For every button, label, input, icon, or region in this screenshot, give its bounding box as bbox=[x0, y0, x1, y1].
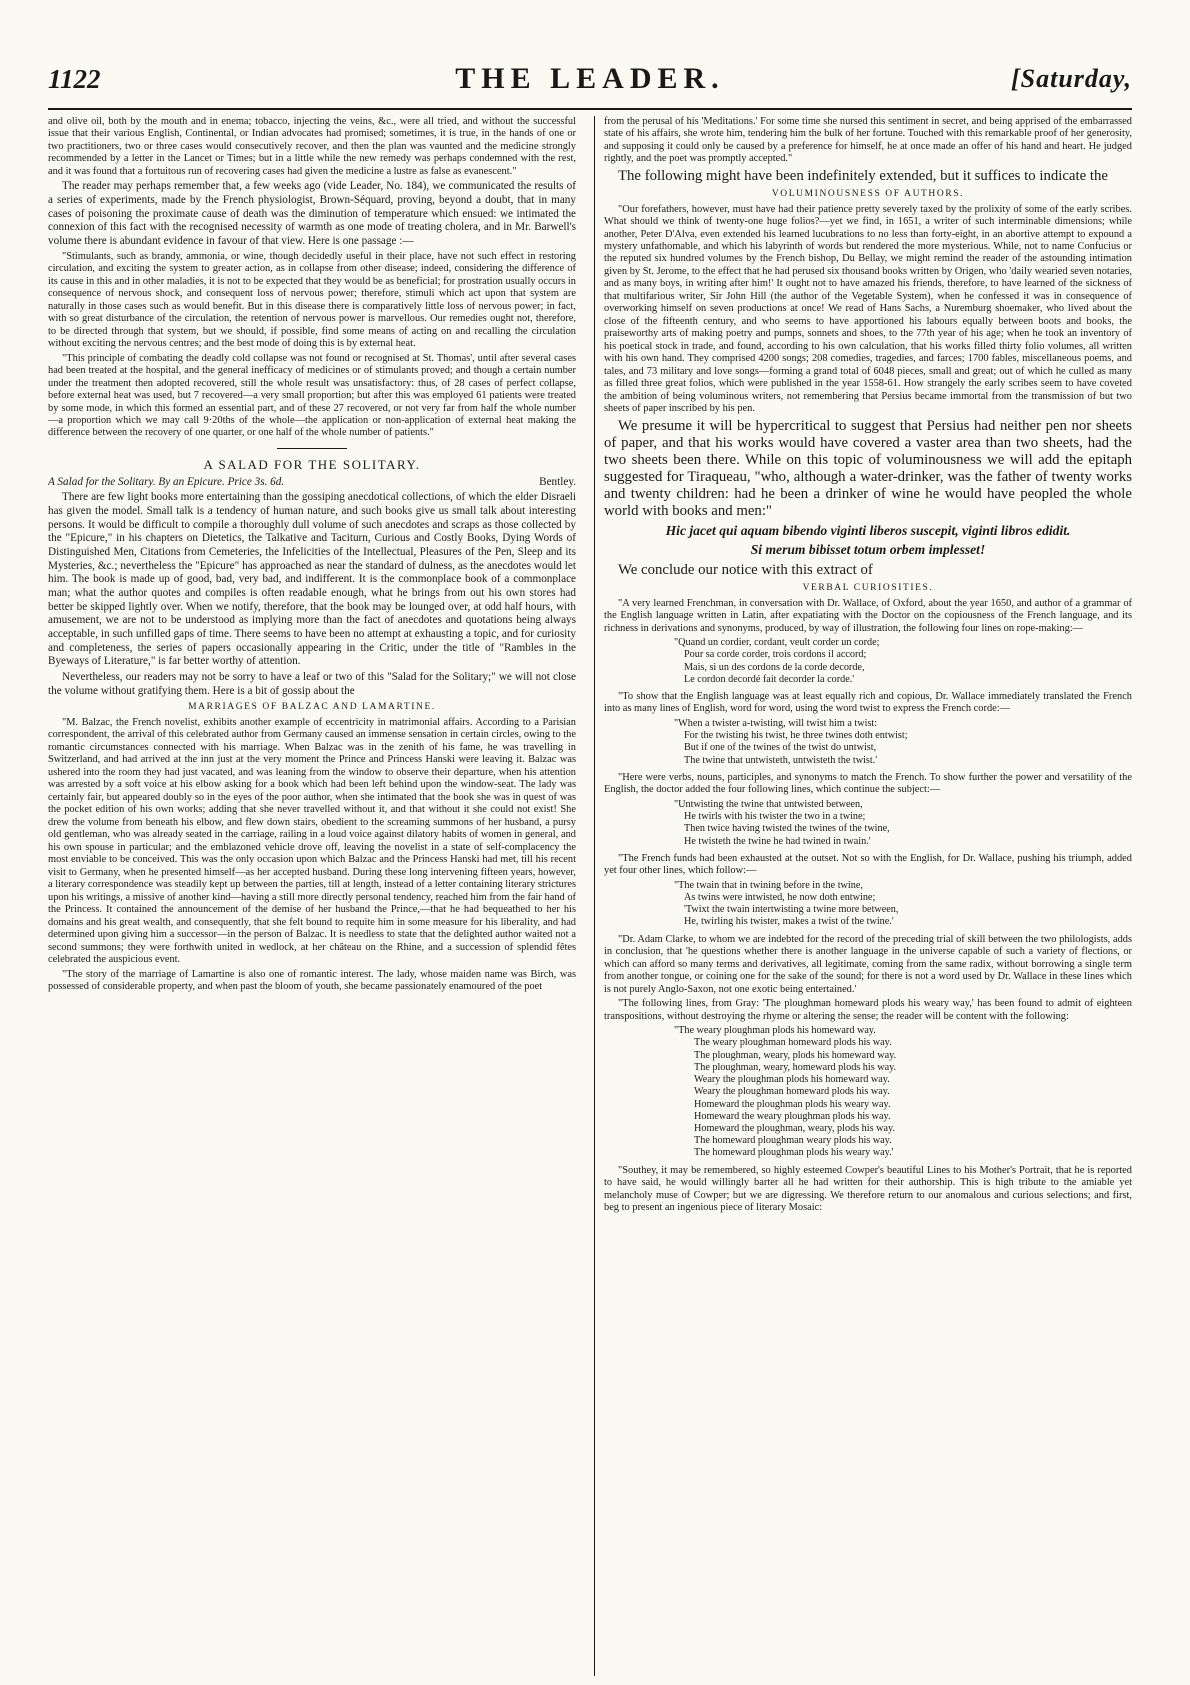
barwell-quote-1: "Stimulants, such as brandy, ammonia, or wine, though decidedly useful in their place, have not such effect in restoring circulation, and exciting the system to greater action, as in collapse from other disease; indeed, considering the difference of its cause in this and in other maladies, it is not to be expected that they would be as beneficial; for prostration usually occurs in consequence of nervous shock, and consequent loss of nervous power; therefore, stimuli which act upon that system are naturally in those cases such as would benefit. But in this disease there is comparatively little loss of nervous power; in fact, with so great disturbance of the circulation, the retention of nervous power is marvellous. Our remedies ought not, therefore, to be directed through that system, but we should, if possible, find some means of acting on and recalling the circulation without exciting the nervous centres; and the best mode of doing this is by external heat. bbox=[48, 250, 576, 350]
verse-line: The homeward ploughman weary plods his way. bbox=[694, 1135, 892, 1147]
verbal-paragraph-6: "The following lines, from Gray: 'The ploughman homeward plods his weary way,' has been found to admit of eighteen transpositions, without destroying the rhyme or altering the sense; the reader will be content with the following: bbox=[604, 998, 1132, 1022]
verse-line: For the twisting his twist, he three twines doth entwist; bbox=[684, 730, 908, 742]
persius-paragraph: We presume it will be hypercritical to suggest that Persius had neither pen nor sheets of paper, and that his works would have covered a vaster area than two sheets, had the two sheets been there. While on this topic of voluminousness we will add the epitaph suggested for Tiraqueau, "who, although a water-drinker, was the father of twenty works and twenty children: had he been a drinker of wine he would have peopled the whole world with books and men:" bbox=[604, 417, 1132, 519]
verse-line: "When a twister a-twisting, will twist him a twist: bbox=[674, 717, 878, 729]
verbal-paragraph-3: "Here were verbs, nouns, participles, and synonyms to match the French. To show further the power and versatility of the English, the doctor added the four following lines, which continue the subject:— bbox=[604, 771, 1132, 796]
verse-line: Weary the ploughman plods his homeward way. bbox=[694, 1074, 890, 1086]
verbal-paragraph-5: "Dr. Adam Clarke, to whom we are indebted for the record of the preceding trial of skill between the two philologists, adds in conclusion, that 'he questions whether there is another language in the universe capable of such a variety of flections, or which can afford so many terms and derivatives, all legitimate, coming from the same radix, without borrowing a single term from another tongue, or coining one for the sake of the sound; for there is not a word used by Dr. Wallace in these lines which is not purely Anglo-Saxon, not one exotic being entertained.' bbox=[604, 933, 1132, 995]
verbal-paragraph-2: "To show that the English language was at least equally rich and copious, Dr. Wallace immediately translated the French into as many lines of English, word for word, using the word twist to express the French corde:— bbox=[604, 691, 1132, 715]
french-verse bbox=[674, 637, 1132, 686]
issue-day: [Saturday, bbox=[1011, 64, 1132, 93]
verse-line: Pour sa corde corder, trois cordons il accord; bbox=[684, 649, 867, 661]
salad-book-info bbox=[48, 476, 576, 490]
page-number: 1122 bbox=[48, 64, 101, 94]
english-verse-3 bbox=[674, 880, 1132, 929]
verse-line: 'Twixt the twain intertwisting a twine more between, bbox=[684, 904, 899, 916]
cholera-paragraph-2: The reader may perhaps remember that, a few weeks ago (vide Leader, No. 184), we communicated the results of a series of experiments, made by the French physiologist, Brown-Séquard, proving, beyond a doubt, that in many cases of poisoning the proximate cause of death was the diminution of temperature which ensued: we intimated the connexion of this fact with the recognised necessity of warmth as one mode of treating cholera, and in Mr. Barwell's volume there is abundant evidence in favour of that view. Here is one passage :— bbox=[48, 180, 576, 248]
columns bbox=[48, 116, 1132, 1676]
verse-line: "The twain that in twining before in the twine, bbox=[674, 879, 863, 891]
latin-epitaph-line-1: Hic jacet qui aquam bibendo viginti liberos suscepit, viginti libros edidit. bbox=[665, 522, 1071, 538]
verse-line: He, twirling his twister, makes a twist of the twine.' bbox=[684, 916, 894, 928]
gray-transpositions bbox=[674, 1025, 1132, 1160]
verse-line: "Quand un cordier, cordant, veult corder un corde; bbox=[674, 637, 880, 649]
verse-line: Then twice having twisted the twines of the twine, bbox=[684, 823, 890, 835]
barwell-quote-2: "This principle of combating the deadly cold collapse was not found or recognised at St. Thomas', until after several cases had been treated at the hospital, and the general inefficacy of medicines or of stimulants proved; and though a certain number under the treatment then adopted recovered, still the whole result was unsatisfactory: thus, of 28 cases of perfect collapse, before external heat was used, but 7 recovered—a very small proportion; but after this was employed 61 patients were treated by some mode, in which this formed an essential part, and of these 27 recovered, or not very far from half the whole number—a proportion which we may call 9·20ths of the whole—the application or non-application of external heat making the difference between the recovery of one quarter, or one half of the whole number of patients." bbox=[48, 352, 576, 439]
verse-line: But if one of the twines of the twist do untwist, bbox=[684, 742, 877, 754]
verse-line: The twine that untwisteth, untwisteth the twist.' bbox=[684, 754, 878, 766]
verse-line: Weary the ploughman homeward plods his way. bbox=[694, 1086, 890, 1098]
verbal-paragraph-1: "A very learned Frenchman, in conversation with Dr. Wallace, of Oxford, about the year 1650, and author of a grammar of the English language written in Latin, after expatiating with the Doctor on the copiousness of the French language, and its richness in derivations and synonyms, produced, by way of illustration, the following four lines on rope-making:— bbox=[604, 597, 1132, 634]
right-column bbox=[594, 116, 1132, 1676]
verse-line: The ploughman, weary, homeward plods his way. bbox=[694, 1061, 897, 1073]
verse-line: He twisteth the twine he had twined in twain.' bbox=[684, 835, 871, 847]
verse-line: The weary ploughman homeward plods his way. bbox=[694, 1037, 892, 1049]
section-rule bbox=[277, 448, 347, 449]
salad-review-paragraph-1: There are few light books more entertaining than the gossiping anecdotical collections, of which the elder Disraeli has given the model. Small talk is a tendency of human nature, and such books give us small talk about interesting persons. It would be difficult to compile a thoroughly dull volume of such anecdotes and scraps as those collected by the "Epicure," in his chapters on Dietetics, the Talkative and Taciturn, Curious and Costly Books, Dying Words of Distinguished Men, Citations from Cemeteries, the Infelicities of the Intellectual, Pleasures of the Pen, Sleep and its Mysteries, &c.; nevertheless the "Epicure" has approached as near the standard of dulness, as the anecdotes would let him. The book is made up of good, bad, very bad, and indifferent. It is the commonplace book of a commonplace man; what the author quotes and compiles is often readable enough, what he brings from out his own stores had better be skipped lightly over. When we notify, therefore, that the book may be lounged over, at odd half hours, with amusement, we are not to be understood as implying more than the fact of anecdotes and quotations being always acceptable, in such unfilled gaps of time. There seems to have been no attempt at exhausting a topic, and for curiosity and completeness, the series of papers occasionally appearing in the Critic, under the title of "Rambles in the Byeways of Literature," is far better worthy of attention. bbox=[48, 491, 576, 668]
masthead bbox=[48, 62, 1132, 110]
verse-line: He twirls with his twister the two in a twine; bbox=[684, 811, 866, 823]
left-column bbox=[48, 116, 576, 1676]
balzac-paragraph: "M. Balzac, the French novelist, exhibits another example of eccentricity in matrimonial affairs. According to a Parisian correspondent, the arrival of this celebrated author from Germany caused an immense sensation in certain circles, owing to the romantic circumstances connected with his marriage. When Balzac was in the zenith of his fame, he was travelling in Switzerland, and had arrived at the inn just at the very moment the Prince and Princess Hanski were leaving it. Balzac was ushered into the room they had just vacated, and was leaning from the window to observe their departure, when his attention was arrested by a soft voice at his elbow asking for a book which had been left behind upon the window-seat. The lady was certainly fair, but appeared doubly so in the eyes of the poor author, when she intimated that the book she was in quest of was the pocket edition of his own works; adding that she never travelled without it, and that without it she could not exist! She drew the volume from beneath his elbow, and flew down stairs, obedient to the screaming summons of her husband, a pursy old gentleman, who was already seated in the carriage, railing in a loud voice against dilatory habits of women in general, and his own spouse in particular; and the emblazoned vehicle drove off, leaving the novelist in a state of self-complacency the most enviable to be conceived. This was the only occasion upon which Balzac and the Princess Hanski had met, till his recent visit to Germany, when he presented himself—as her accepted husband. During these long intervening fifteen years, however, a literary correspondence was steadily kept up between the parties, till at length, instead of a letter containing literary strictures upon his writings, a missive of another kind—having a still more directly personal tendency, reached him from the fair hand of the Princess. It contained the announcement of the demise of her husband the Prince,—that he had bequeathed to her his domains and his great wealth, and consequently, that she felt bound to requite him in some measure for his liberality, and had determined upon giving him a successor—in the person of Balzac. It is needless to state that the delighted author waited not a second summons; they were forthwith united in wedlock, at her château on the Rhine, and a succession of splendid fêtes celebrated the auspicious event. bbox=[48, 716, 576, 966]
verbal-heading: VERBAL CURIOSITIES. bbox=[802, 583, 934, 594]
verse-line: The homeward ploughman plods his weary way.' bbox=[694, 1147, 894, 1159]
salad-book-title: A Salad for the Solitary. By an Epicure. Price 3s. 6d. bbox=[48, 475, 285, 488]
verse-line: "The weary ploughman plods his homeward way. bbox=[674, 1025, 876, 1037]
verbal-paragraph-4: "The French funds had been exhausted at the outset. Not so with the English, for Dr. Wallace, pushing his triumph, added yet four other lines, which follow:— bbox=[604, 852, 1132, 877]
verse-line: "Untwisting the twine that untwisted between, bbox=[674, 798, 863, 810]
salad-heading: A SALAD FOR THE SOLITARY. bbox=[203, 456, 421, 472]
lamartine-continued: from the perusal of his 'Meditations.' For some time she nursed this sentiment in secret, and being apprised of the embarrassed state of his affairs, she wrote him, tendering him the bulk of her fortune. Touched with this remarkable proof of her generosity, and supposing it could only be caused by a preference for himself, he at once made an offer of his hand and heart. He judged rightly, and the poet was promptly accepted." bbox=[604, 116, 1132, 165]
salad-publisher: Bentley. bbox=[539, 475, 576, 488]
english-verse-2 bbox=[674, 799, 1132, 848]
verbal-intro: We conclude our notice with this extract of bbox=[618, 562, 873, 579]
verse-line: As twins were intwisted, he now doth entwine; bbox=[684, 892, 876, 904]
verse-line: Homeward the weary ploughman plods his way. bbox=[694, 1110, 891, 1122]
voluminousness-quote: "Our forefathers, however, must have had their patience pretty severely taxed by the prolixity of some of the early scribes. What should we think of twenty-one huge folios?—yet we find, in 1651, a writer of such interminable dimensions; while another, Peter D'Alva, even extended his learned lucubrations to no less than forty-eight, in an abortive attempt to expound a mystery unfathomable, and which his labyrinth of words but rendered the more mysterious. While, not to name Confucius or the reputed six hundred volumes by the French bishop, Du Bellay, we might remind the reader of the astounding intimation given by St. Jerome, to the effect that he had perused six thousand books written by Origen, who 'daily wearied seven notaries, and as many boys, in writing after him!' It ought not to have amazed his friends, therefore, to have learned of the sickness of that multifarious writer, Sir John Hill (the author of the Vegetable System), when he confessed it was in consequence of overworking himself on seven productions at once! We read of Hans Sachs, a Nuremburg shoemaker, who lived about the close of the fifteenth century, and who seems to have apportioned his labours equally between boots and books, the praiseworthy arts of making poetry and pumps, sonnets and shoes, to the 77th year of his age; when he took an inventory of his poetical stock in trade, and found, according to his own calculation, that his works filled thirty folio volumes, all written with his own hand. They comprised 4200 songs; 208 comedies, tragedies, and farces; 1700 fables, miscellaneous poems, and tales, and 73 military and love songs—forming a grand total of 6048 pieces, small and great; out of which he culled as many as filled three great folios, which were published in the year 1558-61. How strangely the early scribes seem to have coveted the ambition of being voluminous writers, not remembering that Persius became immortal from the transmission of but two sheets of paper inscribed by his pen. bbox=[604, 203, 1132, 415]
verbal-paragraph-7: "Southey, it may be remembered, so highly esteemed Cowper's beautiful Lines to his Mother's Portrait, that he is reported to have said, he would willingly barter all he had written for their authorship. This is high tribute to the amiable yet melancholy muse of Cowper; but we are digressing. We therefore return to our anomalous and curious selections; and first, beg to present an ingenious piece of literary Mosaic: bbox=[604, 1164, 1132, 1214]
voluminousness-heading: VOLUMINOUSNESS OF AUTHORS. bbox=[771, 188, 965, 199]
verse-line: Le cordon decordé fait decorder la corde.' bbox=[684, 673, 855, 685]
marriages-heading: MARRIAGES OF BALZAC AND LAMARTINE. bbox=[188, 702, 436, 713]
cholera-paragraph-1: and olive oil, both by the mouth and in enema; tobacco, injecting the veins, &c., were all tried, and without the successful issue that their various English, Continental, or Indian advocates had promised; sometimes, it is true, in the hands of one or two practitioners, two or three cases would consecutively recover, and then the plan was vaunted and the medicine strongly recommended by a letter in the Lancet or Times; but in a little while the new remedy was perhaps condemned with the rest, and it was found that a fortuitous run of recovering cases had given the medicine a lustre as false as evanescent." bbox=[48, 116, 576, 177]
verse-line: Homeward the ploughman, weary, plods his way. bbox=[694, 1122, 895, 1134]
lamartine-paragraph: "The story of the marriage of Lamartine is also one of romantic interest. The lady, whose maiden name was Birch, was possessed of considerable property, and when past the bloom of youth, she became passionately enamoured of the poet bbox=[48, 968, 576, 993]
newspaper-title: THE LEADER. bbox=[455, 62, 725, 95]
voluminousness-intro: The following might have been indefinitely extended, but it suffices to indicate the bbox=[618, 167, 1108, 184]
english-verse-1 bbox=[674, 718, 1132, 767]
salad-review-paragraph-2: Nevertheless, our readers may not be sorry to have a leaf or two of this "Salad for the Solitary;" we will not close the volume without gratifying them. Here is a bit of gossip about the bbox=[48, 671, 576, 697]
latin-epitaph-line-2: Si merum bibisset totum orbem implesset! bbox=[750, 542, 986, 558]
verse-line: Mais, si un des cordons de la corde decorde, bbox=[684, 661, 865, 673]
verse-line: Homeward the ploughman plods his weary way. bbox=[694, 1098, 891, 1110]
verse-line: The ploughman, weary, plods his homeward way. bbox=[694, 1049, 897, 1061]
